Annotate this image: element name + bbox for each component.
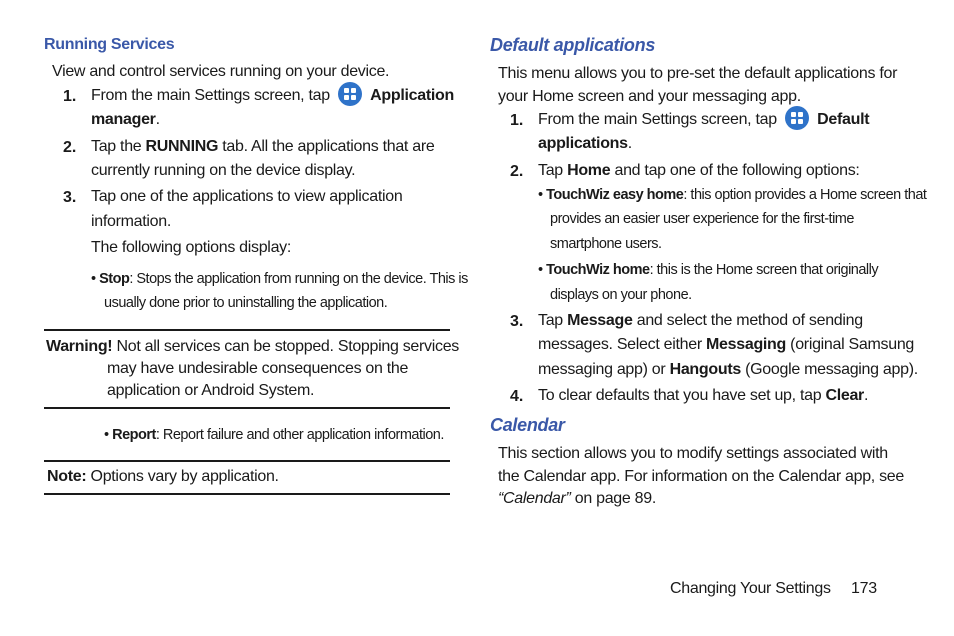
step-bold: applications xyxy=(538,135,628,152)
step-text-line2: information. xyxy=(91,213,171,230)
calendar-text-line2: the Calendar app. For information on the Calendar app, see xyxy=(498,468,904,485)
step-bold: Messaging xyxy=(706,336,787,353)
step-bold: Default xyxy=(817,111,870,129)
step-bold: Clear xyxy=(825,387,864,404)
intro-text-line2: your Home screen and your messaging app. xyxy=(498,88,801,105)
step-bold: RUNNING xyxy=(145,138,219,155)
step-text-post: and select the method of sending xyxy=(636,312,863,329)
step-number: 4. xyxy=(510,388,524,405)
step-number: 3. xyxy=(510,313,524,330)
step-text xyxy=(538,108,869,132)
default-apps-icon xyxy=(785,106,809,130)
divider xyxy=(44,407,450,409)
bullet-text: : this option provides a Home screen that xyxy=(683,187,927,203)
step-text-line2 xyxy=(538,132,632,156)
bullet-text-line2: displays on your phone. xyxy=(550,287,692,303)
calendar-page-ref: on page 89. xyxy=(574,490,656,507)
step-number: 2. xyxy=(63,139,77,156)
page-number: 173 xyxy=(851,580,877,597)
intro-text: This menu allows you to pre-set the default applications for xyxy=(498,65,898,82)
step-text-pre: Tap xyxy=(538,312,563,329)
heading-running-services: Running Services xyxy=(44,36,175,53)
step-text xyxy=(91,84,454,108)
step-bold: Hangouts xyxy=(669,361,741,378)
bullet-label: TouchWiz home xyxy=(546,262,650,278)
step-text: Tap one of the applications to view application xyxy=(91,188,403,205)
step-text xyxy=(538,384,868,408)
step-text-post: . xyxy=(863,387,869,404)
calendar-text-line3 xyxy=(498,487,656,511)
bullet-item xyxy=(538,183,926,207)
step-text-post: tab. All the applications that are xyxy=(222,138,435,155)
bullet-text-line2: usually done prior to uninstalling the application. xyxy=(104,295,388,311)
step-number: 2. xyxy=(510,163,524,180)
bullet-marker: • xyxy=(538,187,543,203)
note-text xyxy=(47,465,279,489)
step-text-line3: The following options display: xyxy=(91,239,292,256)
step-text xyxy=(91,135,434,159)
step-text-pre: messaging app) or xyxy=(538,361,666,378)
bullet-item xyxy=(538,258,878,282)
note-body: Options vary by application. xyxy=(90,468,279,485)
step-text-pre: To clear defaults that you have set up, tap xyxy=(538,387,822,404)
heading-default-applications: Default applications xyxy=(490,35,656,55)
divider xyxy=(44,493,450,495)
warning-line3: application or Android System. xyxy=(107,382,315,399)
divider xyxy=(44,329,450,331)
step-bold: manager xyxy=(91,111,156,128)
calendar-text: This section allows you to modify settings associated with xyxy=(498,445,888,462)
warning-text xyxy=(46,335,459,359)
bullet-label: TouchWiz easy home xyxy=(546,187,684,203)
step-text-post: (original Samsung xyxy=(790,336,915,353)
step-text-post: (Google messaging app). xyxy=(745,361,918,378)
bullet-marker: • xyxy=(91,271,96,287)
step-text-line2 xyxy=(91,108,160,132)
step-text-line2: currently running on the device display. xyxy=(91,162,356,179)
step-text-line3 xyxy=(538,358,918,382)
bullet-item xyxy=(91,267,468,291)
step-text xyxy=(538,159,860,183)
note-label: Note: xyxy=(47,468,87,485)
step-number: 1. xyxy=(63,88,77,105)
bullet-marker: • xyxy=(104,427,109,443)
step-text-post: . xyxy=(627,135,632,152)
step-text-pre: Tap the xyxy=(91,138,142,155)
bullet-marker: • xyxy=(538,262,543,278)
step-text xyxy=(538,309,863,333)
step-number: 1. xyxy=(510,112,524,129)
calendar-link[interactable]: “Calendar” xyxy=(498,490,571,507)
step-bold: Home xyxy=(567,162,611,179)
warning-line1: Not all services can be stopped. Stopping services xyxy=(116,338,460,355)
divider xyxy=(44,460,450,462)
warning-label: Warning! xyxy=(46,338,113,355)
step-text-pre: From the main Settings screen, tap xyxy=(91,87,330,105)
bullet-text: : this is the Home screen that originally xyxy=(649,262,879,278)
step-bold: Message xyxy=(567,312,633,329)
bullet-item xyxy=(104,423,444,447)
heading-calendar: Calendar xyxy=(490,415,565,435)
bullet-text: : Stops the application from running on the device. This is xyxy=(129,271,468,287)
bullet-label: Report xyxy=(112,427,156,443)
bullet-text: : Report failure and other application information. xyxy=(155,427,444,443)
step-text-pre: Tap xyxy=(538,162,563,179)
step-text-post: . xyxy=(155,111,160,128)
bullet-text-line3: smartphone users. xyxy=(550,236,662,252)
warning-line2: may have undesirable consequences on the xyxy=(107,360,409,377)
bullet-text-line2: provides an easier user experience for the first-time xyxy=(550,211,854,227)
intro-text: View and control services running on your device. xyxy=(52,63,390,80)
step-number: 3. xyxy=(63,189,77,206)
step-text-pre: messages. Select either xyxy=(538,336,702,353)
apps-grid-icon xyxy=(338,82,362,106)
step-text-post: and tap one of the following options: xyxy=(614,162,860,179)
step-text-line2 xyxy=(538,333,914,357)
bullet-label: Stop xyxy=(99,271,130,287)
footer-section-title: Changing Your Settings xyxy=(670,580,831,597)
step-text-pre: From the main Settings screen, tap xyxy=(538,111,777,129)
step-bold: Application xyxy=(370,87,454,105)
